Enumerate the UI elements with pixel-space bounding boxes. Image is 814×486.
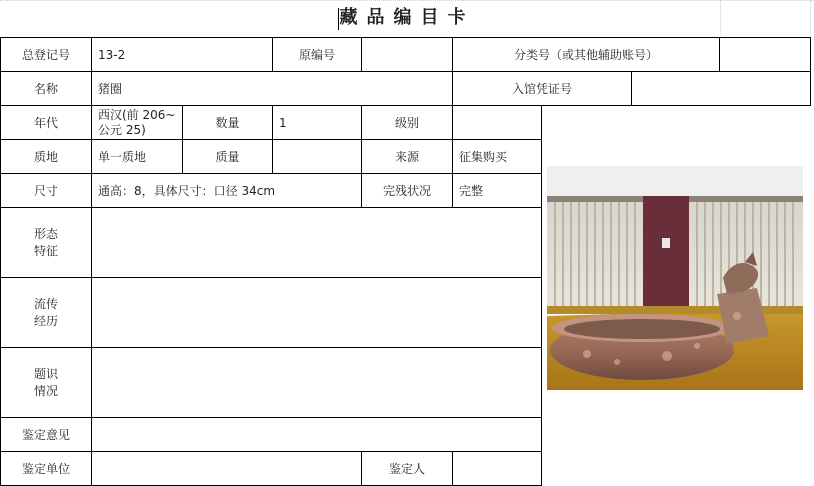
artifact-photo[interactable] — [547, 166, 803, 420]
label-mass: 质量 — [182, 139, 273, 174]
label-classification-number: 分类号（或其他辅助账号） — [452, 37, 720, 72]
name-value[interactable]: 猪圈 — [91, 71, 453, 106]
size-value[interactable]: 通高：8，具体尺寸：口径 34cm — [91, 173, 362, 208]
label-form-features: 形态 特征 — [0, 207, 92, 278]
text-cursor — [338, 8, 339, 30]
source-value[interactable]: 征集购买 — [452, 139, 542, 174]
quantity-value[interactable]: 1 — [272, 105, 362, 140]
label-condition: 完残状况 — [361, 173, 453, 208]
label-material: 质地 — [0, 139, 92, 174]
label-appraiser: 鉴定人 — [361, 451, 453, 486]
appraisal-unit-value[interactable] — [91, 451, 362, 486]
voucher-number-value[interactable] — [631, 71, 811, 106]
label-quantity: 数量 — [182, 105, 273, 140]
label-voucher-number: 入馆凭证号 — [452, 71, 632, 106]
label-appraisal-opinion: 鉴定意见 — [0, 417, 92, 452]
form-features-value[interactable] — [91, 207, 542, 278]
condition-value[interactable]: 完整 — [452, 173, 542, 208]
pottery-pigsty-photo — [547, 166, 803, 420]
label-name: 名称 — [0, 71, 92, 106]
mass-value[interactable] — [272, 139, 362, 174]
appraisal-opinion-value[interactable] — [91, 417, 542, 452]
label-original-number: 原编号 — [272, 37, 362, 72]
label-registration-number: 总登记号 — [0, 37, 92, 72]
page-title: 藏品编目卡 — [339, 7, 475, 28]
provenance-value[interactable] — [91, 277, 542, 348]
registration-number-value[interactable]: 13-2 — [91, 37, 273, 72]
inscription-value[interactable] — [91, 347, 542, 418]
appraiser-value[interactable] — [452, 451, 542, 486]
classification-number-value[interactable] — [719, 37, 811, 72]
label-provenance: 流传 经历 — [0, 277, 92, 348]
label-size: 尺寸 — [0, 173, 92, 208]
original-number-value[interactable] — [361, 37, 453, 72]
label-era: 年代 — [0, 105, 92, 140]
label-appraisal-unit: 鉴定单位 — [0, 451, 92, 486]
material-value[interactable]: 单一质地 — [91, 139, 183, 174]
grade-value[interactable] — [452, 105, 542, 140]
label-source: 来源 — [361, 139, 453, 174]
era-value[interactable]: 西汉(前 206~ 公元 25) — [91, 105, 183, 140]
label-grade: 级别 — [361, 105, 453, 140]
label-inscription: 题识 情况 — [0, 347, 92, 418]
